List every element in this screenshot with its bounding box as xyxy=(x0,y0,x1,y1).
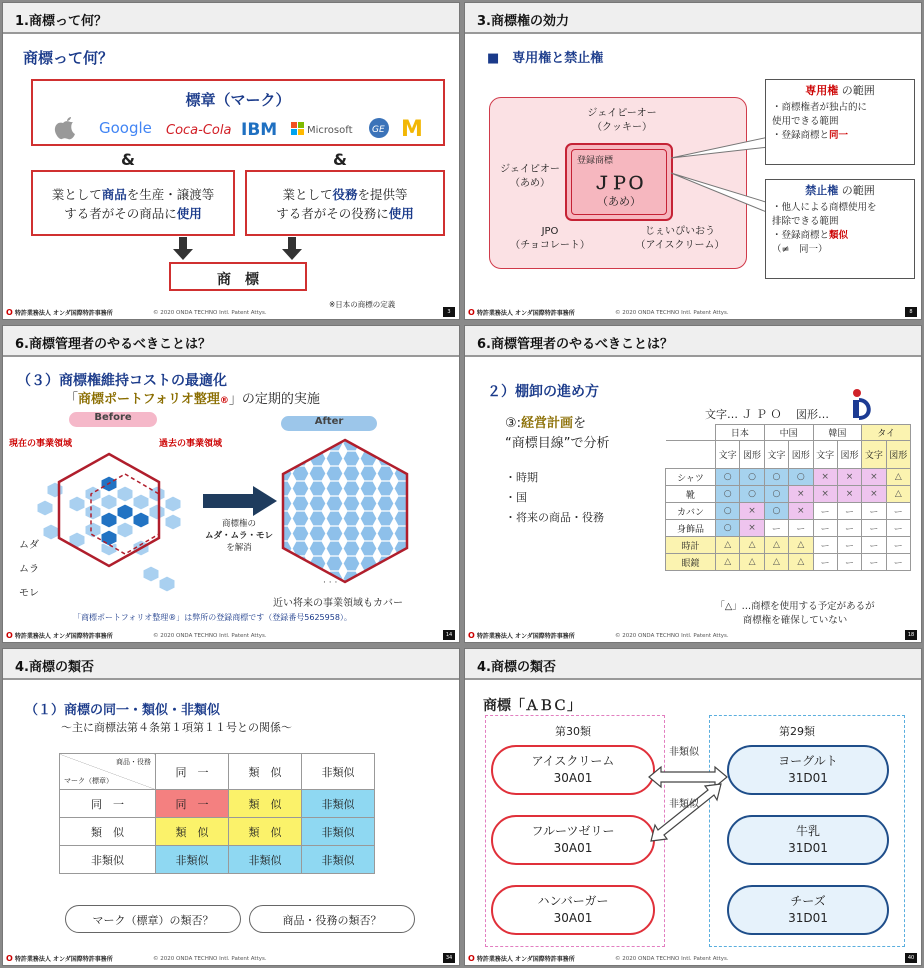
slide-1 xyxy=(2,2,460,320)
inventory-cell: ー xyxy=(886,520,910,537)
google-logo: Google xyxy=(99,119,152,137)
goods-pill: ヨーグルト 31D01 xyxy=(727,745,889,795)
ibm-logo: IBM xyxy=(241,120,278,140)
down-arrows xyxy=(173,237,313,261)
mark-box xyxy=(31,79,445,146)
similarity-table: 商品・役務 マーク（標章） 同 一 類 似 非類似 同 一 同 一 類 似 非類似 類 似 類 似 類 似 非類似 非類似 非類似 非類似 非類似 xyxy=(59,753,375,874)
inventory-cell: ー xyxy=(837,537,861,554)
inventory-cell: ー xyxy=(886,537,910,554)
row-header: 同 一 xyxy=(60,790,156,818)
slide-header: 6.商標管理者のやるべきことは？ xyxy=(465,326,921,357)
row-label: シャツ xyxy=(666,469,716,486)
slide-header: 4.商標の類否 xyxy=(3,649,459,680)
business-plan: ③:経営計画を “商標目線”で分析 xyxy=(505,416,610,451)
inventory-cell: ー xyxy=(813,520,837,537)
row-label: 身飾品 xyxy=(666,520,716,537)
similarity-cell: 類 似 xyxy=(229,790,302,818)
row-header: 類 似 xyxy=(60,818,156,846)
inventory-cell: ー xyxy=(837,554,861,571)
inventory-cell: ー xyxy=(837,520,861,537)
inventory-cell: ー xyxy=(789,520,813,537)
inventory-cell: ー xyxy=(813,503,837,520)
inventory-cell: ○ xyxy=(716,486,740,503)
slide-14 xyxy=(2,325,460,643)
exclusive-area: 登録商標 ＪＰＯ （あめ） xyxy=(565,143,673,221)
microsoft-logo: Microsoft xyxy=(307,125,353,136)
inventory-cell: ○ xyxy=(789,469,813,486)
exclusive-box: 専用権 の範囲 ・商標権者が独占的に 使用できる範囲 ・登録商標と同一 xyxy=(765,79,915,165)
similarity-row xyxy=(60,790,375,818)
inventory-cell: △ xyxy=(716,537,740,554)
row-header: 非類似 xyxy=(60,846,156,874)
inventory-cell: ー xyxy=(886,503,910,520)
inventory-cell: ー xyxy=(764,520,788,537)
portfolio-subtitle: 「商標ポートフォリオ整理®」の定期的実施 xyxy=(65,392,320,407)
mark-label: 標章（マーク） xyxy=(185,91,291,109)
not-similar-label-1: 非類似 xyxy=(669,747,699,758)
past-domain-label: 過去の事業領域 xyxy=(159,439,223,449)
inventory-cell: ー xyxy=(813,554,837,571)
inventory-cell: × xyxy=(813,469,837,486)
similarity-cell: 非類似 xyxy=(302,790,375,818)
goods-pill: ハンバーガー 30A01 xyxy=(491,885,655,935)
similarity-row xyxy=(60,818,375,846)
before-label: Before xyxy=(69,412,157,427)
mcdonalds-logo: M xyxy=(401,117,423,141)
prohibition-box: 禁止権 の範囲 ・他人による商標使用を 排除できる範囲 ・登録商標と類似 （≠ 同一） xyxy=(765,179,915,279)
class29-label: 第29類 xyxy=(779,725,815,738)
inventory-cell: ー xyxy=(813,537,837,554)
current-domain-label: 現在の事業領域 xyxy=(9,439,73,449)
inventory-cell: × xyxy=(862,469,886,486)
inventory-cell: ー xyxy=(862,503,886,520)
inventory-cell: ○ xyxy=(716,469,740,486)
inventory-row xyxy=(666,537,911,554)
slide-header: 1.商標って何？ xyxy=(3,3,459,34)
inventory-cell: △ xyxy=(764,554,788,571)
row-label: 時計 xyxy=(666,537,716,554)
slide-header: 6.商標管理者のやるべきことは？ xyxy=(3,326,459,357)
slide-40 xyxy=(464,648,922,966)
cocacola-logo: Coca-Cola xyxy=(166,123,232,138)
trademark-footnote: 「商標ポートフォリオ整理®」は弊所の登録商標です（登録番号5625958）。 xyxy=(73,613,352,622)
brand-logos xyxy=(51,117,431,141)
inventory-row xyxy=(666,503,911,520)
slide-title: 商標「ＡＢＣ」 xyxy=(483,698,581,714)
inventory-cell: △ xyxy=(740,537,764,554)
similarity-cell: 非類似 xyxy=(302,818,375,846)
slide-18 xyxy=(464,325,922,643)
inventory-cell: × xyxy=(789,486,813,503)
double-arrow-icon xyxy=(649,767,727,787)
inventory-cell: × xyxy=(862,486,886,503)
logo-row xyxy=(51,117,431,139)
inventory-cell: △ xyxy=(740,554,764,571)
slide-header: 3.商標権の効力 xyxy=(465,3,921,34)
similarity-cell: 非類似 xyxy=(229,846,302,874)
inventory-cell: ー xyxy=(837,503,861,520)
down-arrow-icon xyxy=(282,237,302,260)
more-label: モレ xyxy=(19,588,39,599)
svg-text:GE: GE xyxy=(372,125,385,135)
goods-pill: 牛乳 31D01 xyxy=(727,815,889,865)
inventory-cell: ○ xyxy=(716,503,740,520)
similarity-cell: 非類似 xyxy=(156,846,229,874)
slide-34 xyxy=(2,648,460,966)
similarity-cell: 非類似 xyxy=(302,846,375,874)
registered-label: 登録商標 xyxy=(577,156,614,166)
goods-pill: フルーツゼリー 30A01 xyxy=(491,815,655,865)
dots-caption: · · · xyxy=(323,578,338,588)
inventory-cell: △ xyxy=(886,469,910,486)
goods-similarity-question: 商品・役務の類否？ xyxy=(249,905,415,933)
inventory-row xyxy=(666,469,911,486)
mura-label: ムラ xyxy=(19,564,39,575)
not-similar-label-2: 非類似 xyxy=(669,799,699,810)
inventory-row xyxy=(666,554,911,571)
inventory-cell: △ xyxy=(789,554,813,571)
slide-footer: O 特許業務法人 オンダ国際特許事務所 © 2020 ONDA TECHNO Intl. Patent Attys. 8 xyxy=(465,305,921,319)
inventory-cell: × xyxy=(837,486,861,503)
goods-pill: チーズ 31D01 xyxy=(727,885,889,935)
amp-right: & xyxy=(333,150,347,169)
inventory-row xyxy=(666,486,911,503)
inventory-cell: ○ xyxy=(764,503,788,520)
inventory-cell: △ xyxy=(789,537,813,554)
slide-8: 3.商標権の効力 ■ 専用権と禁止権 登録商標 ＪＰＯ （あめ） ジェイピーオー （クッキー） ジェイピオー （あめ） JPO （チョコレート） じぇいぴいおう （アイスクリーム） 専用権 の範囲 ・商標権者が独占的に 使用できる範囲 ・登録商標と同一 禁止権 の範囲 ・他人による商標使用を 排除できる範囲 ・登録商標と類似 （≠ 同一） O 特許業務法人 オンダ国際特許事務所 © 2020 ONDA TECHNO Intl. Patent Attys. 8 xyxy=(464,2,922,320)
inventory-cell: ー xyxy=(886,554,910,571)
amp-left: & xyxy=(121,150,135,169)
inventory-cell: ○ xyxy=(716,520,740,537)
inventory-table: 日本 中国 韓国 タイ 文字 図形 文字 図形 文字 図形 文字 図形 シャツ ○ ○ ○ ○ × × × △ 靴 ○ ○ ○ × × × × △ カバン ○ × ○ × ー ー ー ー 身飾品 ○ × ー ー ー ー ー ー 時計 △ △ △ △ ー ー ー ー 眼鏡 △ △ △ △ ー ー ー ー xyxy=(665,424,911,571)
jpo-logo-icon xyxy=(847,388,875,422)
slide-footer: O 特許業務法人 オンダ国際特許事務所 © 2020 ONDA TECHNO Intl. Patent Attys. 40 xyxy=(465,951,921,965)
similarity-cell: 類 似 xyxy=(229,818,302,846)
slide-title: （１）商標の同一・類似・非類似 xyxy=(25,703,221,718)
right-arrow-icon xyxy=(203,486,279,516)
inventory-cell: ○ xyxy=(764,469,788,486)
slide-footer: O 特許業務法人 オンダ国際特許事務所 © 2020 ONDA TECHNO Intl. Patent Attys. 34 xyxy=(3,951,459,965)
class30-label: 第30類 xyxy=(555,725,591,738)
goods-box: 業として商品を生産・譲渡等 する者がその商品に使用 xyxy=(31,170,235,236)
after-label: After xyxy=(281,416,377,431)
down-arrow-icon xyxy=(173,237,193,260)
inventory-cell: △ xyxy=(764,537,788,554)
slide-title: 商標って何？ xyxy=(23,49,114,67)
row-label: 眼鏡 xyxy=(666,554,716,571)
slide-footer: O 特許業務法人 オンダ国際特許事務所 © 2020 ONDA TECHNO Intl. Patent Attys. 18 xyxy=(465,628,921,642)
registered-mark: ＪＰＯ xyxy=(593,174,645,194)
inventory-cell: ○ xyxy=(740,469,764,486)
inventory-cell: ー xyxy=(862,520,886,537)
inventory-cell: △ xyxy=(886,486,910,503)
trademark-result: 商 標 xyxy=(169,262,307,291)
analysis-items: ・時期 ・国 ・将来の商品・役務 xyxy=(505,471,604,524)
mark-legend: 文字… Ｊ Ｐ Ｏ 図形… xyxy=(705,408,829,421)
section-subtitle: ■ 専用権と禁止権 xyxy=(487,51,604,66)
apple-icon xyxy=(55,117,75,139)
slide-footer: O 特許業務法人 オンダ国際特許事務所 © 2020 ONDA TECHNO Intl. Patent Attys. 14 xyxy=(3,628,459,642)
similarity-cell: 類 似 xyxy=(156,818,229,846)
double-arrow-icon xyxy=(651,784,721,841)
cover-caption: 近い将来の事業領域もカバー xyxy=(273,598,403,609)
before-hex-diagram xyxy=(23,446,203,596)
slide-subtitle: ～主に商標法第４条第１項第１１号との関係～ xyxy=(61,721,292,734)
inventory-cell: × xyxy=(789,503,813,520)
inventory-cell: × xyxy=(740,503,764,520)
arrow-caption: 商標権の ムダ・ムラ・モレ を解消 xyxy=(204,519,273,553)
row-label: カバン xyxy=(666,503,716,520)
inventory-cell: ○ xyxy=(740,486,764,503)
goods-pill: アイスクリーム 30A01 xyxy=(491,745,655,795)
services-box: 業として役務を提供等 する者がその役務に使用 xyxy=(245,170,445,236)
slide-footer: O 特許業務法人 オンダ国際特許事務所 © 2020 ONDA TECHNO Intl. Patent Attys. 3 xyxy=(3,305,459,319)
inventory-cell: ○ xyxy=(764,486,788,503)
callout-pointers xyxy=(665,103,775,223)
triangle-note: 「△」…商標を使用する予定があるが 商標権を確保していない xyxy=(715,601,875,626)
mark-similarity-question: マーク（標章）の類否？ xyxy=(65,905,241,933)
after-hex-diagram xyxy=(275,436,425,586)
inventory-cell: △ xyxy=(716,554,740,571)
inventory-cell: × xyxy=(837,469,861,486)
inventory-cell: × xyxy=(740,520,764,537)
microsoft-icon xyxy=(291,122,304,135)
slide-title: ２）棚卸の進め方 xyxy=(487,384,599,400)
row-label: 靴 xyxy=(666,486,716,503)
inventory-cell: × xyxy=(813,486,837,503)
inventory-row xyxy=(666,520,911,537)
similarity-cell: 同 一 xyxy=(156,790,229,818)
similarity-row xyxy=(60,846,375,874)
slide-header: 4.商標の類否 xyxy=(465,649,921,680)
muda-label: ムダ xyxy=(19,540,39,551)
inventory-cell: ー xyxy=(862,554,886,571)
inventory-cell: ー xyxy=(862,537,886,554)
definition-note: ※日本の商標の定義 xyxy=(329,300,396,309)
slide-title: （３）商標権維持コストの最適化 xyxy=(17,373,227,389)
